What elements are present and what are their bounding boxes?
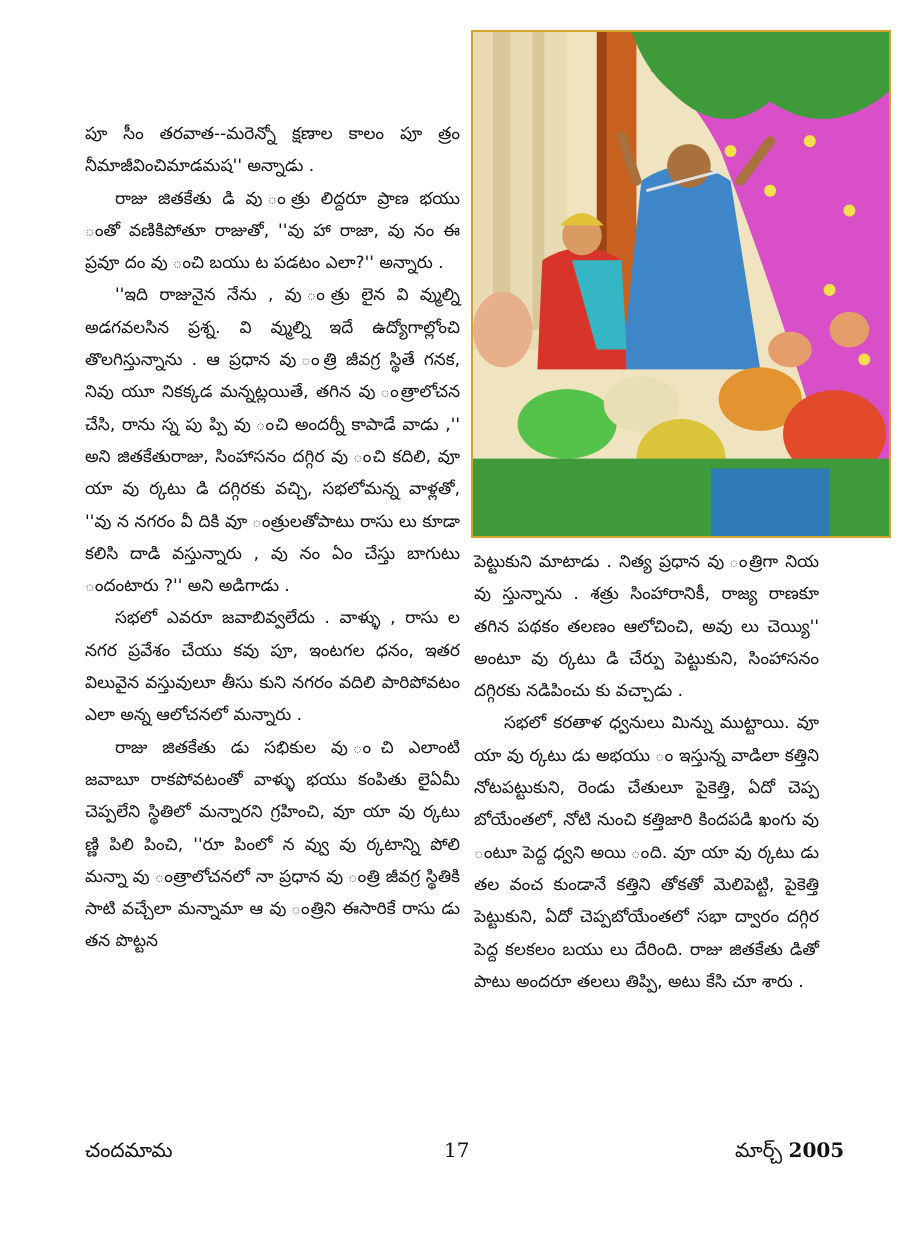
story-paragraph: రాజు జితకేతు డు సభికుల వు ంచి ఎలాంటి జవాబూ రాకపోవటంతో వాళ్ళు భయు కంపితు లైఏమీ చెప్పలేని స్థితిలో మన్నారని గ్రహించి, వూ యా వు ర్కటు ణ్ణి పిలి పించి, ''రూ పింలో న వ్వు వు ర్కటాన్ని పోలి మన్నా వు ంత్రాలోచనలో నా ప్రధాన వు ంత్రి జీవగ్ర స్థితికి సాటి వచ్చేలా మన్నామా ఆ వు ంత్రిని ఈసారికే రాసు డు తన పొట్టన [85,737,460,952]
story-text-left-column [85,118,460,958]
magazine-name: చందమామ [85,1138,173,1162]
court-scene-illustration [473,32,889,536]
page-number: 17 [444,1138,470,1162]
issue-year: 2005 [788,1138,845,1162]
issue-date [735,1138,844,1167]
story-paragraph: సభలో ఎవరూ జవాబివ్వలేదు . వాళ్ళు , రాసు ల నగర ప్రవేశం చేయు కవు పూ, ఇంటగల ధనం, ఇతర విలువైన వస్తువులూ తీసు కుని నగరం వదిలి పారిపోవటం ఎలా అన్న ఆలోచనలో మన్నారు . [85,608,460,726]
story-paragraph: సభలో కరతాళ ధ్వనులు మిన్ను ముట్టాయి. వూ యా వు ర్కటు డు అభయు ం ఇస్తున్న వాడిలా కత్తిని నోటపట్టుకుని, రెండు చేతులూ పైకెత్తి, ఏదో చెప్ప బోయేంతలో, నోటి నుంచి కత్తిజారి కిందపడి ఖంగు వు ంటూ పెద్ద ధ్వని అయి ంది. వూ యా వు ర్కటు డు తల వంచ కుండానే కత్తిని తోకతో మెలిపెట్టి, పైకెత్తి పెట్టుకుని, ఏదో చెప్పబోయేంతలో సభా ద్వారం దగ్గిర పెద్ద కలకలం బయు లు దేరింది. రాజు జితకేతు డితో పాటు అందరూ తలలు తిప్పి, అటు కేసి చూ శారు . [474,713,819,992]
story-illustration [471,30,891,538]
issue-month: మార్చ్ [735,1138,783,1162]
story-paragraph: రాజు జితకేతు డి వు ంత్రు లిద్దరూ ప్రాణ భయు ంతో వణికిపోతూ రాజుతో, ''వు హా రాజా, వు నం ఈ ప్రవూ దం వు ంచి బయు ట పడటం ఎలా?'' అన్నారు . [85,188,460,274]
story-text-right-column [474,546,819,998]
story-paragraph: పెట్టుకుని మాటాడు . నిత్య ప్రధాన వు ంత్రిగా నియ వు స్తున్నాను . శత్రు సింహారానికీ, రాజ్య రాణకూ తగిన పథకం తలణం ఆలోచించి, అవు లు చెయ్యి'' అంటూ వు ర్కటు డి చేర్పు పెట్టుకుని, సింహాసనం దగ్గిరకు నడిపించు కు వచ్చాడు . [474,552,819,702]
story-paragraph: పూ సీం తరవాత--మరెన్నో క్షణాల కాలం పూ త్రం నీమాజీవించిమాడమష'' అన్నాడు . [85,124,460,177]
story-paragraph: ''ఇది రాజునైన నేను , వు ంత్రు లైన వి వ్ముల్ని అడగవలసిన ప్రశ్న. వి వ్ముల్ని ఇదే ఉద్యోగాల్లోంచి తొలగిస్తున్నాను . ఆ ప్రధాన వు ంత్రి జీవగ్ర స్థితే గనక, నివు యూ నికక్కడ మన్నట్లయితే, తగిన వు ంత్రాలోచన చేసి, రాను స్న పు ప్పి వు ంచి అందర్నీ కాపాడే వాడు ,'' అని జితకేతురాజు, సింహాసనం దగ్గిర వు ంచి కదిలి, వూ యా వు ర్కటు డి దగ్గిరకు వచ్చి, సభలోమన్న వాళ్లతో, ''వు న నగరం వీ దికి వూ ంత్రులతోపాటు రాసు లు కూడా కలిసి దాడి వస్తున్నారు , వు నం ఏం చేస్తు బాగుటు ందంటారు ?'' అని అడిగాడు . [85,285,460,597]
